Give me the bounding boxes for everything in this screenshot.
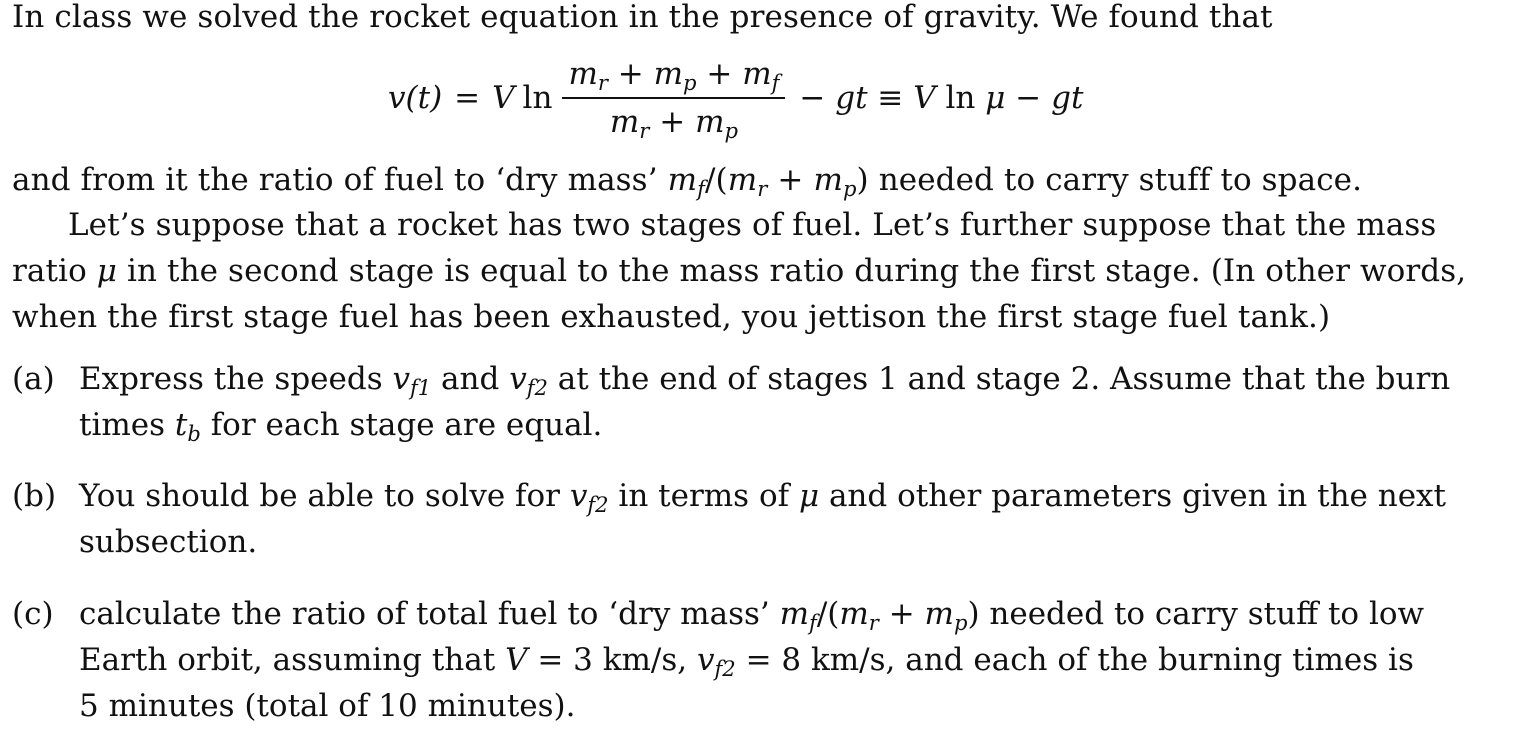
item-b-text-1c: and other parameters given in the next	[819, 478, 1446, 514]
eq-rhs: − gt ≡ V ln μ − gt	[799, 80, 1084, 116]
item-a-text-2a: times	[79, 407, 175, 443]
para1-text-a: and from it the ratio of fuel to ‘dry mass’	[12, 162, 668, 198]
item-b-text-1a: You should be able to solve for	[79, 478, 570, 514]
item-b-text-2: subsection.	[79, 524, 258, 560]
eq-lhs: v(t)	[388, 80, 443, 116]
vf2-c: $v_{f2}$	[696, 642, 736, 681]
item-b-text-1b: in terms of	[608, 478, 799, 514]
item-a-text-1a: Express the speeds	[79, 361, 393, 397]
item-c-text-3: 5 minutes (total of 10 minutes).	[79, 688, 576, 724]
eq-fraction	[562, 55, 785, 141]
V-symbol: V	[505, 642, 528, 678]
mu-b: μ	[798, 478, 820, 514]
eq-fraction-bar	[562, 97, 785, 99]
item-c-line3	[79, 686, 576, 726]
item-b-line2	[79, 522, 257, 562]
item-c-text-2c: = 8 km/s, and each of the burning times is	[735, 642, 1414, 678]
item-a-label: (a)	[12, 361, 55, 397]
item-a-line1	[79, 359, 1450, 399]
eq-denominator: $m_r + m_p$	[609, 104, 738, 143]
fuel-dry-mass-ratio: $m_f$	[667, 162, 706, 201]
item-c-text-2a: Earth orbit, assuming that	[79, 642, 506, 678]
para1-text-b: needed to carry stuff to space.	[868, 162, 1363, 198]
intro-text: In class we solved the rocket equation in the presence of gravity. We found that	[12, 0, 1273, 35]
para1-line1: and from it the ratio of fuel to ‘dry mass’ $m_f/(m_r + m_p)$ needed to carry stuff to space.	[12, 162, 1363, 201]
rocket-equation	[388, 50, 1083, 146]
mu-symbol: μ	[96, 253, 118, 289]
item-b-label: (b)	[12, 478, 57, 514]
vf1: $v_{f1}$	[392, 361, 432, 400]
vf2: $v_{f2}$	[509, 361, 548, 400]
eq-ln: ln	[522, 80, 553, 116]
para2-text-2b: in the second stage is equal to the mass ratio during the first stage. (In other words,	[117, 253, 1467, 289]
vf2-b: $v_{f2}$	[569, 478, 609, 517]
eq-V: V	[492, 80, 515, 116]
tb: $t_b$	[174, 407, 201, 446]
item-c-line2	[79, 640, 1414, 680]
item-c-text-2b: = 3 km/s,	[527, 642, 697, 678]
item-a-text-1b: and	[431, 361, 510, 397]
item-a-line2	[79, 405, 602, 445]
item-c-text-1b: needed to carry stuff to low	[979, 596, 1425, 632]
intro-line	[12, 0, 1273, 37]
eq-numerator: $m_r + m_p + m_f$	[568, 56, 780, 95]
eq-equals: =	[454, 80, 481, 116]
para2-text-3: when the first stage fuel has been exhausted, you jettison the first stage fuel tank.)	[12, 299, 1331, 335]
para2-text-1: Let’s suppose that a rocket has two stages of fuel. Let’s further suppose that the mass	[68, 207, 1437, 243]
item-c-label: (c)	[12, 596, 54, 632]
item-c-text-1a: calculate the ratio of total fuel to ‘dry mass’	[79, 596, 780, 632]
para2-line1	[68, 205, 1436, 245]
item-b-line1	[79, 476, 1446, 516]
item-a-text-2b: for each stage are equal.	[200, 407, 603, 443]
para2-line3	[12, 297, 1330, 337]
item-c-line1: calculate the ratio of total fuel to ‘dry mass’ $m_f/(m_r + m_p)$ needed to carry stuff to low	[79, 596, 1425, 635]
para2-text-2a: ratio	[12, 253, 97, 289]
para2-line2	[12, 251, 1466, 291]
fuel-dry-mass-ratio-c: $m_f$	[779, 596, 817, 635]
item-a-text-1c: at the end of stages 1 and stage 2. Assume that the burn	[547, 361, 1451, 397]
